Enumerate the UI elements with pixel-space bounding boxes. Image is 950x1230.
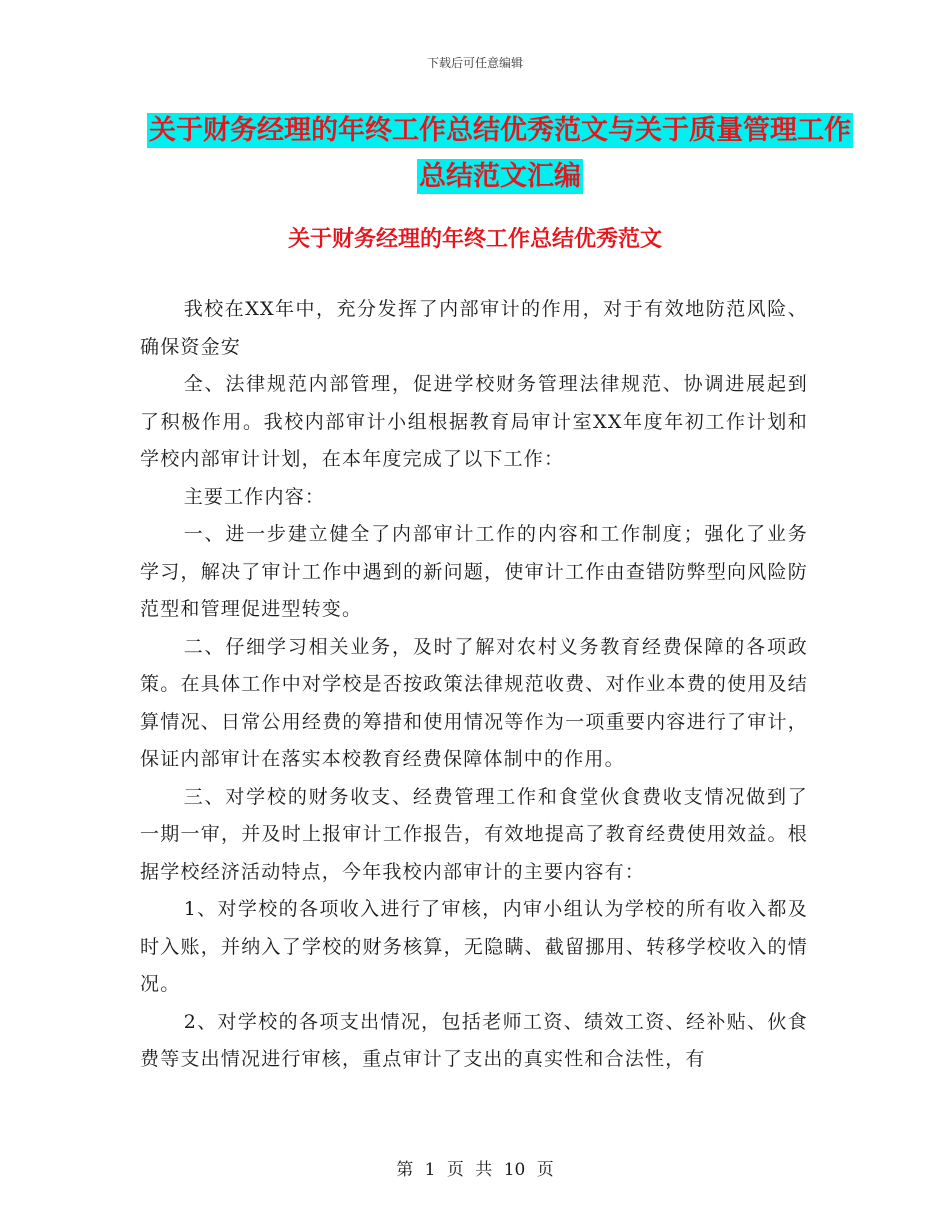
header-note: 下载后可任意编辑 — [426, 56, 523, 70]
paragraph: 二、仔细学习相关业务，及时了解对农村义务教育经费保障的各项政策。在具体工作中对学校是否按政策法律规范收费、对作业本费的使用及结算情况、日常公用经费的筹措和使用情况等作为一项重要内容进行了审计，保证内部审计在落实本校教育经费保障体制中的作用。 — [140, 635, 808, 770]
paragraph: 2、对学校的各项支出情况，包括老师工资、绩效工资、经补贴、伙食费等支出情况进行审核，重点审计了支出的真实性和合法性，有 — [140, 1010, 808, 1070]
paragraph: 主要工作内容： — [183, 485, 326, 508]
paragraph: 我校在XX年中，充分发挥了内部审计的作用，对于有效地防范风险、确保资金安 — [140, 298, 808, 358]
page-number-footer: 第 1 页 共 10 页 — [396, 1160, 554, 1180]
body-text — [140, 291, 808, 1079]
document-title — [140, 108, 860, 200]
section-title: 关于财务经理的年终工作总结优秀范文 — [287, 226, 662, 252]
paragraph: 全、法律规范内部管理，促进学校财务管理法律规范、协调进展起到了积极作用。我校内部审计小组根据教育局审计室XX年度年初工作计划和学校内部审计计划，在本年度完成了以下工作： — [140, 373, 808, 470]
paragraph: 一、进一步建立健全了内部审计工作的内容和工作制度；强化了业务学习，解决了审计工作中遇到的新问题，使审计工作由查错防弊型向风险防范型和管理促进型转变。 — [140, 523, 808, 620]
paragraph: 1、对学校的各项收入进行了审核，内审小组认为学校的所有收入都及时入账，并纳入了学校的财务核算，无隐瞒、截留挪用、转移学校收入的情况。 — [140, 898, 808, 995]
document-title-text: 关于财务经理的年终工作总结优秀范文与关于质量管理工作总结范文汇编 — [149, 115, 851, 192]
paragraph: 三、对学校的财务收支、经费管理工作和食堂伙食费收支情况做到了一期一审，并及时上报审计工作报告，有效地提高了教育经费使用效益。根据学校经济活动特点，今年我校内部审计的主要内容有： — [140, 785, 808, 883]
